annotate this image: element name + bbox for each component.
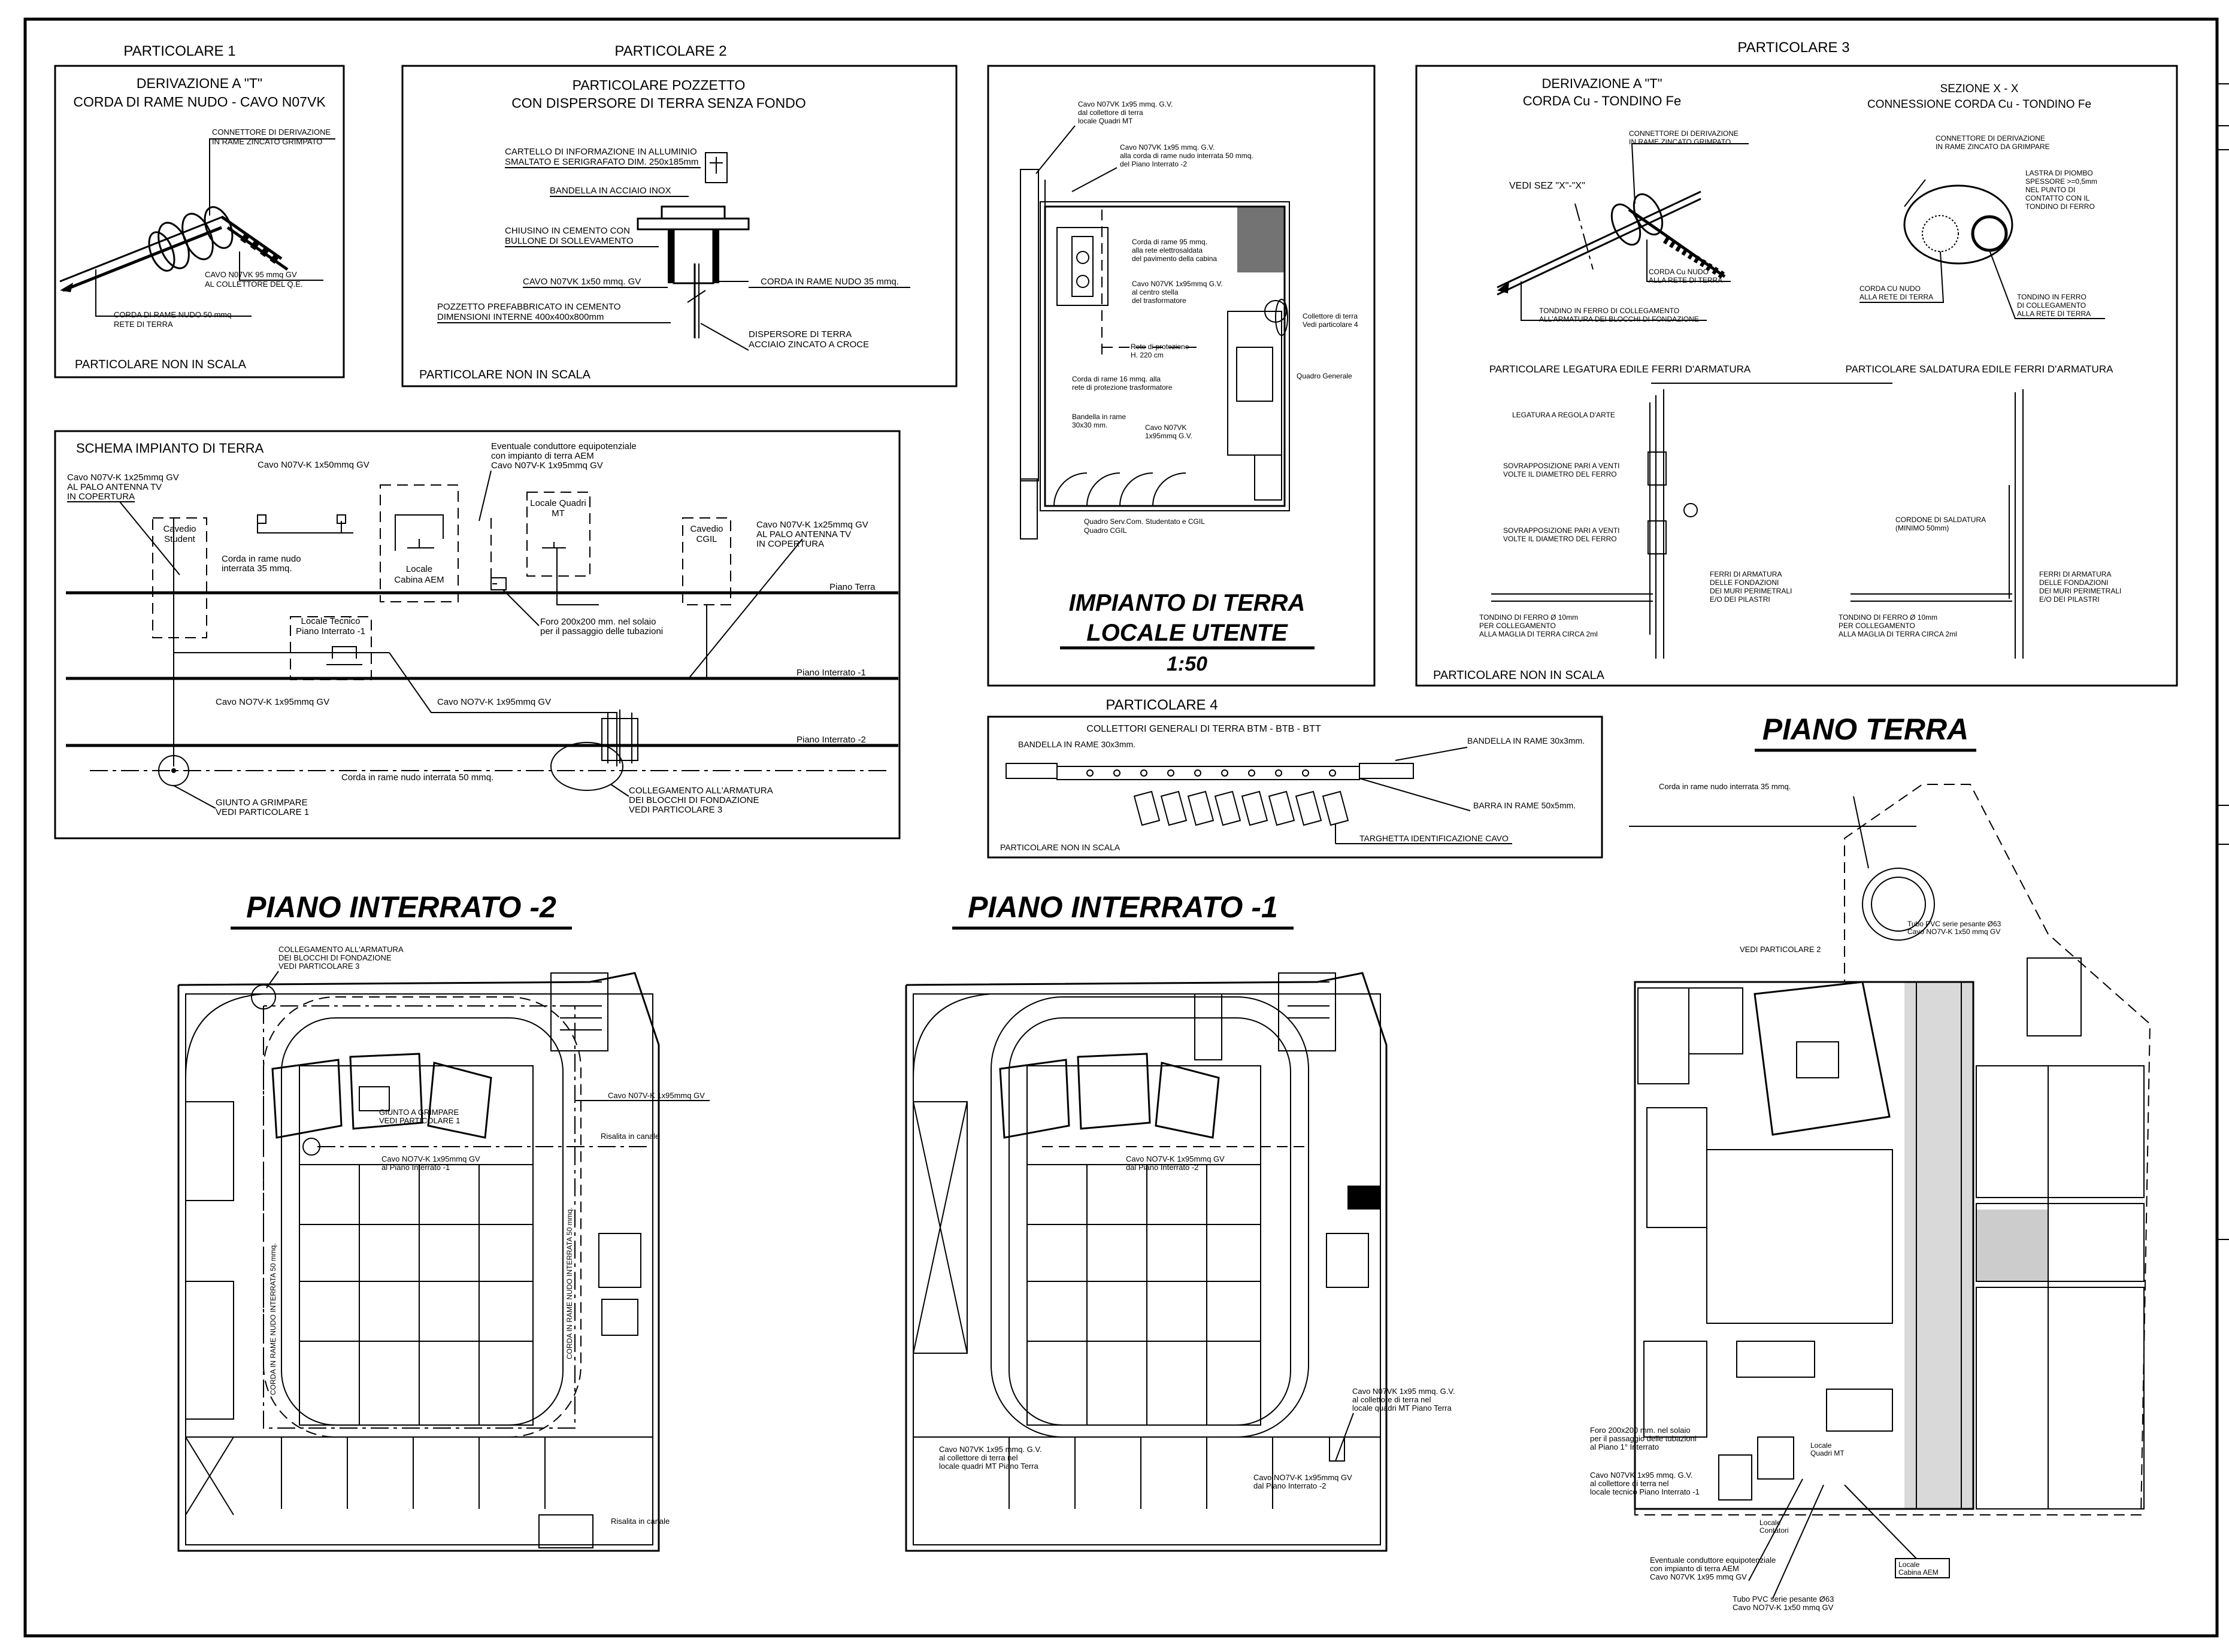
part3-label-rod-1: TONDINO IN FERRO DI COLLEGAMENTO (1539, 307, 1680, 315)
locale-label-8b: 1x95mmq G.V. (1145, 432, 1192, 440)
schema-label-b1: Cavo N07V-K 1x25mmq GV (756, 520, 868, 530)
part4-band-2: BANDELLA IN RAME 30x3mm. (1467, 736, 1585, 745)
schema-floor-b1: Piano Interrato -1 (796, 668, 866, 678)
plan-ground-pipe-4: Cavo NO7V-K 1x50 mmq GV (1733, 1603, 1834, 1612)
schema-rope-50: Corda in rame nudo interrata 50 mmq. (341, 772, 494, 783)
part2-label-dispersor-2: ACCIAIO ZINCATO A CROCE (749, 340, 870, 350)
schema-eq-1: Eventuale conduttore equipotenziale (491, 441, 637, 451)
plan-basement-2 (178, 890, 710, 1551)
part2-label-pit-2: DIMENSIONI INTERNE 400x400x800mm (437, 312, 604, 322)
plan-ground-title: PIANO TERRA (1762, 713, 1969, 746)
part3-weld-label-3: FERRI DI ARMATURA (2039, 570, 2112, 578)
part3-tie-label-12: ALLA MAGLIA DI TERRA CIRCA 2ml (1479, 630, 1598, 638)
plan-b2-rope-right: CORDA IN RAME NUDO INTERRATA 50 mmq. (565, 1207, 574, 1359)
locale-label-panel-cgil: Quadro CGIL (1084, 526, 1127, 535)
locale-label-3a: Corda di rame 95 mmq. (1132, 238, 1208, 246)
part2-label-band: BANDELLA IN ACCIAIO INOX (550, 186, 671, 196)
schema-shaft-cgil-1: Cavedio (690, 524, 723, 534)
particolare-1 (55, 43, 344, 377)
locale-label-collector-1: Collettore di terra (1303, 312, 1358, 320)
plan-ground-pipe-2: Cavo NO7V-K 1x50 mmq GV (1907, 927, 2001, 936)
part3-label-sec-10: TONDINO IN FERRO (2017, 293, 2086, 301)
locale-title-2: LOCALE UTENTE (1086, 620, 1288, 646)
plan-b2-link-2: DEI BLOCCHI DI FONDAZIONE (278, 953, 392, 962)
plan-b1-title: PIANO INTERRATO -1 (968, 890, 1278, 924)
locale-label-7b: 30x30 mm. (1072, 421, 1108, 429)
part2-subtitle: CON DISPERSORE DI TERRA SENZA FONDO (511, 95, 806, 111)
schema-label-b2: AL PALO ANTENNA TV (756, 529, 852, 539)
plan-b2-link-3: VEDI PARTICOLARE 3 (278, 962, 360, 971)
schema-tec-1: Locale Tecnico (301, 616, 361, 626)
locale-label-collector-2: Vedi particolare 4 (1303, 320, 1358, 329)
part2-heading: PARTICOLARE 2 (614, 43, 727, 59)
locale-label-7a: Bandella in rame (1072, 413, 1126, 421)
plan-b1-cable-b: dal Piano Interrato -2 (1126, 1163, 1199, 1172)
part1-label-cable-2: AL COLLETTORE DEL Q.E. (205, 280, 303, 289)
plan-b2-riser-2: Risalita in canale (611, 1517, 670, 1526)
plan-b2-cable: Cavo N07V-K 1x95mmq GV (608, 1091, 705, 1100)
part4-heading: PARTICOLARE 4 (1106, 697, 1218, 713)
plan-ground-eq-1: Eventuale conduttore equipotenziale (1650, 1556, 1776, 1565)
part3-heading: PARTICOLARE 3 (1737, 40, 1850, 56)
schema-link-2: DEI BLOCCHI DI FONDAZIONE (629, 795, 759, 805)
plan-ground-see-part2: VEDI PARTICOLARE 2 (1740, 945, 1821, 954)
plan-ground-cable-1: Cavo N07VK 1x95 mmq. G.V. (1590, 1471, 1693, 1480)
plan-b2-riser: Risalita in canale (601, 1132, 660, 1141)
locale-label-1a: Cavo N07VK 1x95 mmq. G.V. (1078, 100, 1173, 108)
locale-label-2b: alla corda di rame nudo interrata 50 mmq. (1120, 151, 1253, 160)
plan-ground-hole-3: al Piano 1° Interrato (1590, 1442, 1659, 1451)
schema-floor-b2: Piano Interrato -2 (796, 735, 866, 745)
part3-tie-title: PARTICOLARE LEGATURA EDILE FERRI D'ARMATURA (1489, 363, 1751, 375)
schema-quadri-2: MT (552, 508, 565, 519)
part3-weld-label-2: (MINIMO 50mm) (1895, 524, 1949, 532)
part3-weld-label-5: DEI MURI PERIMETRALI (2039, 587, 2122, 595)
part3-tie-label-5: VOLTE IL DIAMETRO DEL FERRO (1503, 535, 1617, 543)
part3-label-sec-8: CORDA CU NUDO (1859, 284, 1921, 293)
part3-tie-label-9: E/O DEI PILASTRI (1710, 595, 1770, 604)
schema-rope-1: Corda in rame nudo (222, 554, 301, 564)
schema-label-a2: AL PALO ANTENNA TV (67, 482, 162, 492)
part2-label-cover-1: CHIUSINO IN CEMENTO CON (505, 226, 630, 236)
locale-title-1: IMPIANTO DI TERRA (1068, 590, 1306, 616)
part3-label-connector-2: IN RAME ZINCATO GRIMPATO (1629, 138, 1731, 146)
schema-aem-2: Cabina AEM (394, 575, 444, 585)
plan-ground-pipe-1: Tubo PVC serie pesante Ø63 (1907, 920, 2001, 928)
part2-label-sign-2: SMALTATO E SERIGRAFATO DIM. 250x185mm (505, 157, 699, 167)
plan-ground-meter-2: Contatori (1759, 1526, 1789, 1535)
part2-note: PARTICOLARE NON IN SCALA (419, 368, 590, 381)
part3-label-sec-11: DI COLLEGAMENTO (2017, 301, 2086, 310)
particolare-4 (988, 697, 1602, 857)
part3-label-rod-2: ALL'ARMATURA DEI BLOCCHI DI FONDAZIONE (1539, 315, 1699, 323)
part3-tie-label-8: DEI MURI PERIMETRALI (1710, 587, 1792, 595)
plan-ground-hole-2: per il passaggio delle tubazioni (1590, 1434, 1697, 1443)
part3-label-sec-12: ALLA RETE DI TERRA (2017, 310, 2091, 318)
particolare-3 (1416, 40, 2177, 686)
part3-title-section: SEZIONE X - X (1940, 83, 2019, 95)
part3-tie-label-3: VOLTE IL DIAMETRO DEL FERRO (1503, 470, 1617, 478)
locale-scale: 1:50 (1166, 653, 1208, 675)
plan-b1-left-2: al collettore di terra nel (939, 1453, 1018, 1462)
plan-b2-joint-1: GIUNTO A GRIMPARE (379, 1108, 459, 1117)
locale-label-8a: Cavo N07VK (1145, 423, 1187, 432)
locale-label-1b: dal collettore di terra (1078, 108, 1143, 117)
part3-label-sec-6: CONTATTO CON IL (2025, 194, 2090, 202)
part3-tie-label-7: DELLE FONDAZIONI (1710, 578, 1779, 587)
schema-impianto (55, 431, 900, 838)
part3-note: PARTICOLARE NON IN SCALA (1433, 669, 1604, 682)
part3-subtitle-tee: CORDA Cu - TONDINO Fe (1522, 93, 1682, 108)
schema-joint-1: GIUNTO A GRIMPARE (216, 798, 308, 808)
part3-label-see-section: VEDI SEZ "X"-"X" (1509, 181, 1585, 191)
part3-tie-label-1: LEGATURA A REGOLA D'ARTE (1512, 411, 1615, 419)
part3-tie-label-11: PER COLLEGAMENTO (1479, 622, 1556, 630)
locale-label-panel-common: Quadro Serv.Com. Studentato e CGIL (1084, 517, 1205, 526)
schema-label-b3: IN COPERTURA (756, 539, 825, 549)
part4-tag: TARGHETTA IDENTIFICAZIONE CAVO (1359, 833, 1509, 843)
part2-label-rope: CORDA IN RAME NUDO 35 mmq. (761, 277, 899, 287)
schema-cable-95-b: Cavo NO7V-K 1x95mmq GV (437, 697, 552, 707)
plan-ground-hole-1: Foro 200x200 mm. nel solaio (1590, 1426, 1691, 1435)
part3-weld-title: PARTICOLARE SALDATURA EDILE FERRI D'ARMATURA (1845, 363, 2113, 375)
schema-cable-95-a: Cavo NO7V-K 1x95mmq GV (216, 697, 330, 707)
plan-b1-bottom-2: dal Piano Interrato -2 (1253, 1481, 1327, 1490)
part3-label-connector-1: CONNETTORE DI DERIVAZIONE (1629, 129, 1739, 138)
schema-cable-50: Cavo N07V-K 1x50mmq GV (258, 460, 370, 470)
part2-label-pit-1: POZZETTO PREFABBRICATO IN CEMENTO (437, 302, 621, 312)
schema-hole-1: Foro 200x200 mm. nel solaio (540, 617, 656, 627)
part3-label-sec-1: CONNETTORE DI DERIVAZIONE (1936, 134, 2045, 143)
locale-label-general-panel: Quadro Generale (1297, 372, 1352, 380)
plan-b2-cable-up-1: Cavo NO7V-K 1x95mmq GV (381, 1154, 480, 1163)
schema-eq-2: con impianto di terra AEM (491, 451, 594, 461)
part3-tie-label-6: FERRI DI ARMATURA (1710, 570, 1782, 578)
part3-label-sec-2: IN RAME ZINCATO DA GRIMPARE (1936, 143, 2050, 151)
part3-weld-label-4: DELLE FONDAZIONI (2039, 578, 2109, 587)
part1-note: PARTICOLARE NON IN SCALA (75, 358, 246, 371)
plan-ground-aem-2: Cabina AEM (1898, 1568, 1939, 1577)
part3-subtitle-section: CONNESSIONE CORDA Cu - TONDINO Fe (1867, 98, 2092, 111)
schema-hole-2: per il passaggio delle tubazioni (540, 626, 664, 636)
part3-label-sec-7: TONDINO DI FERRO (2025, 202, 2095, 211)
schema-aem-1: Locale (405, 564, 433, 574)
part4-bar: BARRA IN RAME 50x5mm. (1473, 801, 1576, 810)
plan-b1-cable-a: Cavo NO7V-K 1x95mmq GV (1126, 1154, 1225, 1163)
part2-label-cable: CAVO N07VK 1x50 mmq. GV (523, 277, 641, 287)
plan-ground-cable-3: locale tecnico Piano Interrato -1 (1590, 1487, 1700, 1496)
plan-ground-eq-2: con impianto di terra AEM (1650, 1564, 1739, 1573)
locale-label-3c: del pavimento della cabina (1132, 254, 1218, 263)
part2-label-sign-1: CARTELLO DI INFORMAZIONE IN ALLUMINIO (505, 147, 697, 157)
schema-floor-ground: Piano Terra (829, 582, 876, 592)
locale-utente (988, 66, 1374, 686)
plan-b2-rope-left: CORDA IN RAME NUDO INTERRATA 50 mmq. (269, 1243, 277, 1395)
part3-weld-label-8: PER COLLEGAMENTO (1839, 622, 1915, 630)
plan-b2-title: PIANO INTERRATO -2 (246, 890, 556, 924)
plan-b1-left-1: Cavo N07VK 1x95 mmq. G.V. (939, 1445, 1042, 1454)
schema-quadri-1: Locale Quadri (530, 498, 586, 508)
plan-ground-aem-1: Locale (1898, 1560, 1920, 1569)
part4-band-1: BANDELLA IN RAME 30x3mm. (1018, 739, 1136, 749)
plan-b1-left-3: locale quadri MT Piano Terra (939, 1462, 1038, 1471)
part2-label-dispersor-1: DISPERSORE DI TERRA (749, 329, 852, 340)
particolare-2 (402, 43, 956, 386)
locale-label-2a: Cavo N07VK 1x95 mmq. G.V. (1120, 143, 1215, 151)
part3-label-sec-9: ALLA RETE DI TERRA (1859, 293, 1934, 301)
part3-tie-label-10: TONDINO DI FERRO Ø 10mm (1479, 613, 1579, 622)
schema-rope-2: interrata 35 mmq. (222, 563, 292, 574)
plan-b1-bottom-1: Cavo NO7V-K 1x95mmq GV (1253, 1473, 1352, 1482)
locale-label-6b: rete di protezione trasformatore (1072, 383, 1173, 392)
plan-b2-link-1: COLLEGAMENTO ALL'ARMATURA (278, 945, 404, 954)
part3-label-rope-2: ALLA RETE DI TERRA (1649, 276, 1723, 284)
part1-label-cable-1: CAVO N07VK 95 mmq GV (205, 270, 297, 279)
part1-heading: PARTICOLARE 1 (123, 43, 236, 59)
locale-label-6a: Corda di rame 16 mmq. alla (1072, 375, 1161, 383)
schema-label-a1: Cavo N07V-K 1x25mmq GV (67, 472, 179, 483)
plan-ground-meter-1: Locale (1759, 1518, 1781, 1527)
plan-ground-cable-2: al collettore di terra nel (1590, 1479, 1669, 1488)
locale-label-4b: al centro stella (1132, 288, 1179, 296)
part4-note: PARTICOLARE NON IN SCALA (1000, 842, 1120, 852)
plan-b2-joint-2: VEDI PARTICOLARE 1 (379, 1116, 461, 1125)
part3-weld-label-1: CORDONE DI SALDATURA (1895, 516, 1986, 524)
locale-label-3b: alla rete elettrosaldata (1132, 246, 1203, 254)
locale-label-2c: del Piano Interrato -2 (1120, 160, 1188, 168)
part1-label-rope-1: CORDA DI RAME NUDO 50 mmq (114, 310, 232, 319)
plan-ground-mt-2: Quadri MT (1810, 1449, 1845, 1457)
plan-ground-pipe-3: Tubo PVC serie pesante Ø63 (1733, 1595, 1834, 1603)
plan-b1-right-1: Cavo N07VK 1x95 mmq. G.V. (1352, 1387, 1455, 1396)
schema-link-3: VEDI PARTICOLARE 3 (629, 805, 723, 815)
part1-title: DERIVAZIONE A "T" (136, 75, 263, 91)
schema-shaft-student-2: Student (164, 534, 195, 544)
plan-ground-rope: Corda in rame nudo interrata 35 mmq. (1659, 782, 1791, 791)
locale-label-4a: Cavo N07VK 1x95mmq G.V. (1132, 280, 1223, 288)
locale-label-5b: H. 220 cm (1131, 351, 1164, 359)
locale-label-1c: locale Quadri MT (1078, 117, 1133, 125)
plan-ground-floor (1590, 713, 2150, 1612)
part3-label-sec-3: LASTRA DI PIOMBO (2025, 169, 2093, 177)
schema-shaft-cgil-2: CGIL (696, 534, 717, 544)
part2-title: PARTICOLARE POZZETTO (572, 77, 746, 93)
part3-label-rope-1: CORDA Cu NUDO (1649, 268, 1709, 276)
locale-label-4c: del trasformatore (1132, 296, 1186, 305)
sheet-border (25, 19, 2217, 1636)
part3-tie-label-2: SOVRAPPOSIZIONE PARI A VENTI (1503, 462, 1620, 470)
part1-label-rope-2: RETE DI TERRA (114, 320, 173, 329)
schema-eq-3: Cavo N07V-K 1x95mmq GV (491, 460, 603, 471)
schema-heading: SCHEMA IMPIANTO DI TERRA (76, 441, 264, 456)
plan-b2-cable-up-2: al Piano Interrato -1 (381, 1163, 450, 1172)
schema-shaft-student-1: Cavedio (163, 524, 196, 534)
part3-weld-label-7: TONDINO DI FERRO Ø 10mm (1839, 613, 1938, 622)
plan-ground-eq-3: Cavo N07VK 1x95 mmq GV (1650, 1572, 1747, 1581)
schema-link-1: COLLEGAMENTO ALL'ARMATURA (629, 786, 773, 796)
schema-joint-2: VEDI PARTICOLARE 1 (216, 807, 310, 817)
part4-title: COLLETTORI GENERALI DI TERRA BTM - BTB - BTT (1086, 724, 1321, 734)
part3-tie-label-4: SOVRAPPOSIZIONE PARI A VENTI (1503, 526, 1620, 535)
part1-label-connector-1: CONNETTORE DI DERIVAZIONE (212, 128, 331, 137)
locale-label-5a: Rete di protezione (1131, 342, 1189, 351)
part3-label-sec-4: SPESSORE >=0,5mm (2025, 177, 2098, 186)
part3-label-sec-5: NEL PUNTO DI (2025, 186, 2076, 194)
part3-weld-label-9: ALLA MAGLIA DI TERRA CIRCA 2ml (1839, 630, 1957, 638)
part1-subtitle: CORDA DI RAME NUDO - CAVO N07VK (73, 94, 326, 110)
plan-b1-right-3: locale quadri MT Piano Terra (1352, 1404, 1452, 1412)
schema-label-a3: IN COPERTURA (67, 492, 135, 502)
part1-label-connector-2: IN RAME ZINCATO GRIMPATO (212, 137, 323, 146)
plan-basement-1 (906, 890, 1455, 1551)
plan-ground-mt-1: Locale (1810, 1441, 1832, 1450)
part2-label-cover-2: BULLONE DI SOLLEVAMENTO (505, 236, 634, 246)
plan-b1-right-2: al collettore di terra nel (1352, 1395, 1431, 1404)
part3-title-tee: DERIVAZIONE A "T" (1541, 76, 1662, 91)
schema-tec-2: Piano Interrato -1 (296, 626, 365, 636)
part3-weld-label-6: E/O DEI PILASTRI (2039, 595, 2100, 604)
